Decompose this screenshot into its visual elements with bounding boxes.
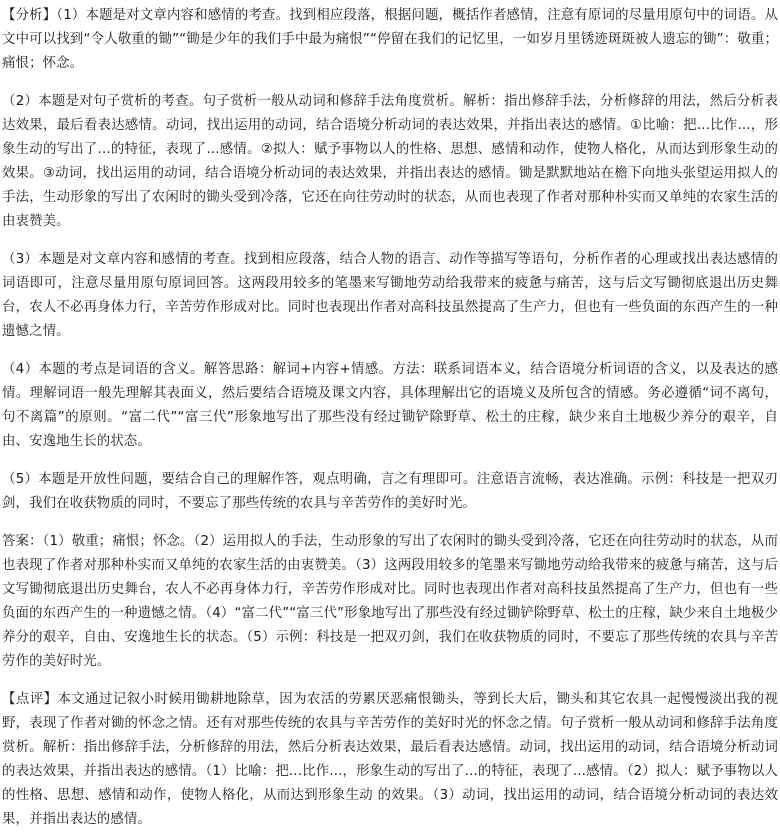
analysis-paragraph-2: （2）本题是对句子赏析的考查。句子赏析一般从动词和修辞手法角度赏析。解析：指出修辞手法，分析修辞的用法，然后分析表达效果，最后看表达感情。动词，找出运用的动词，结合语境分析动词的表达效果，并指出表达的感情。①比喻：把...比作...，形象生动的写出了...的特征，表现了...感情。②拟人：赋予事物以人的性格、思想、感情和动作，使物人格化，从而达到形象生动的效果。③动词，找出运用的动词，结合语境分析动词的表达效果，并指出表达的感情。锄是默默地站在檐下向地头张望运用拟人的手法，生动形象的写出了农闲时的锄头受到冷落，它还在向往劳动时的状态，从而也表现了作者对那种朴实而又单纯的农家生活的由衷赞美。 xyxy=(2,94,778,229)
analysis-tag: 【分析】 xyxy=(2,8,57,23)
comment-tag: 【点评】 xyxy=(2,692,58,707)
analysis-paragraph-4: （4）本题的考点是词语的含义。解答思路：解词+内容+情感。方法：联系词语本义，结合语境分析词语的含义，以及表达的感情。理解词语一般先理解其表面义，然后要结合语境及课文内容，具体理解出它的语境义及所包含的情感。务必遵循“词不离句，句不离篇”的原则。“富二代”“富三代”形象地写出了那些没有经过锄铲除野草、松土的庄稼，缺少来自土地极少养分的艰辛，自由、安逸地生长的状态。 xyxy=(2,362,778,449)
analysis-paragraph-1 xyxy=(2,4,778,76)
answer-paragraph: 答案：（1）敬重；痛恨；怀念。（2）运用拟人的手法，生动形象的写出了农闲时的锄头受到冷落，它还在向往劳动时的状态，从而也表现了作者对那种朴实而又单纯的农家生活的由衷赞美。（3）这两段用较多的笔墨来写锄地劳动给我带来的疲惫与痛苦，这与后文写锄彻底退出历史舞台，农人不必再身体力行，辛苦劳作形成对比。同时也表现出作者对高科技虽然提高了生产力，但也有一些负面的东西产生的一种遗憾之情。（4）“富二代”“富三代”形象地写出了那些没有经过锄铲除野草、松土的庄稼，缺少来自土地极少养分的艰辛，自由、安逸地生长的状态。（5）示例：科技是一把双刃剑，我们在收获物质的同时，不要忘了那些传统的农具与辛苦劳作的美好时光。 xyxy=(2,534,778,669)
comment-paragraph xyxy=(2,688,778,832)
comment-text: 本文通过记叙小时候用锄耕地除草，因为农活的劳累厌恶痛恨锄头，等到长大后，锄头和其它农具一起慢慢淡出我的视野，表现了作者对锄的怀念之情。还有对那些传统的农具与辛苦劳作的美好时光的怀念之情。句子赏析一般从动词和修辞手法角度赏析。解析：指出修辞手法，分析修辞的用法，然后分析表达效果，最后看表达感情。动词，找出运用的动词，结合语境分析动词的表达效果，并指出表达的感情。（1）比喻：把...比作...，形象生动的写出了...的特征，表现了...感情。（2）拟人：赋予事物以人的性格、思想、感情和动作，使物人格化，从而达到形象生动 的效果。（3）动词，找出运用的动词，结合语境分析动词的表达效果，并指出表达的感情。 xyxy=(2,692,778,827)
analysis-text-1: （1）本题是对文章内容和感情的考查。找到相应段落，根据问题，概括作者感情，注意有原词的尽量用原句中的词语。从文中可以找到“令人敬重的锄”“锄是少年的我们手中最为痛恨”“停留在我们的记忆里，一如岁月里锈迹斑斑被人遗忘的锄”：敬重；痛恨；怀念。 xyxy=(2,8,778,71)
analysis-paragraph-5: （5）本题是开放性问题，要结合自己的理解作答，观点明确，言之有理即可。注意语言流畅，表达准确。示例：科技是一把双刃剑，我们在收获物质的同时，不要忘了那些传统的农具与辛苦劳作的美好时光。 xyxy=(2,472,778,511)
analysis-paragraph-3: （3）本题是对文章内容和感情的考查。找到相应段落，结合人物的语言、动作等描写等语句，分析作者的心理或找出表达感情的词语即可，注意尽量用原句原词回答。这两段用较多的笔墨来写锄地劳动给我带来的疲惫与痛苦，这与后文写锄彻底退出历史舞台，农人不必再身体力行，辛苦劳作形成对比。同时也表现出作者对高科技虽然提高了生产力，但也有一些负面的东西产生的一种遗憾之情。 xyxy=(2,252,778,339)
